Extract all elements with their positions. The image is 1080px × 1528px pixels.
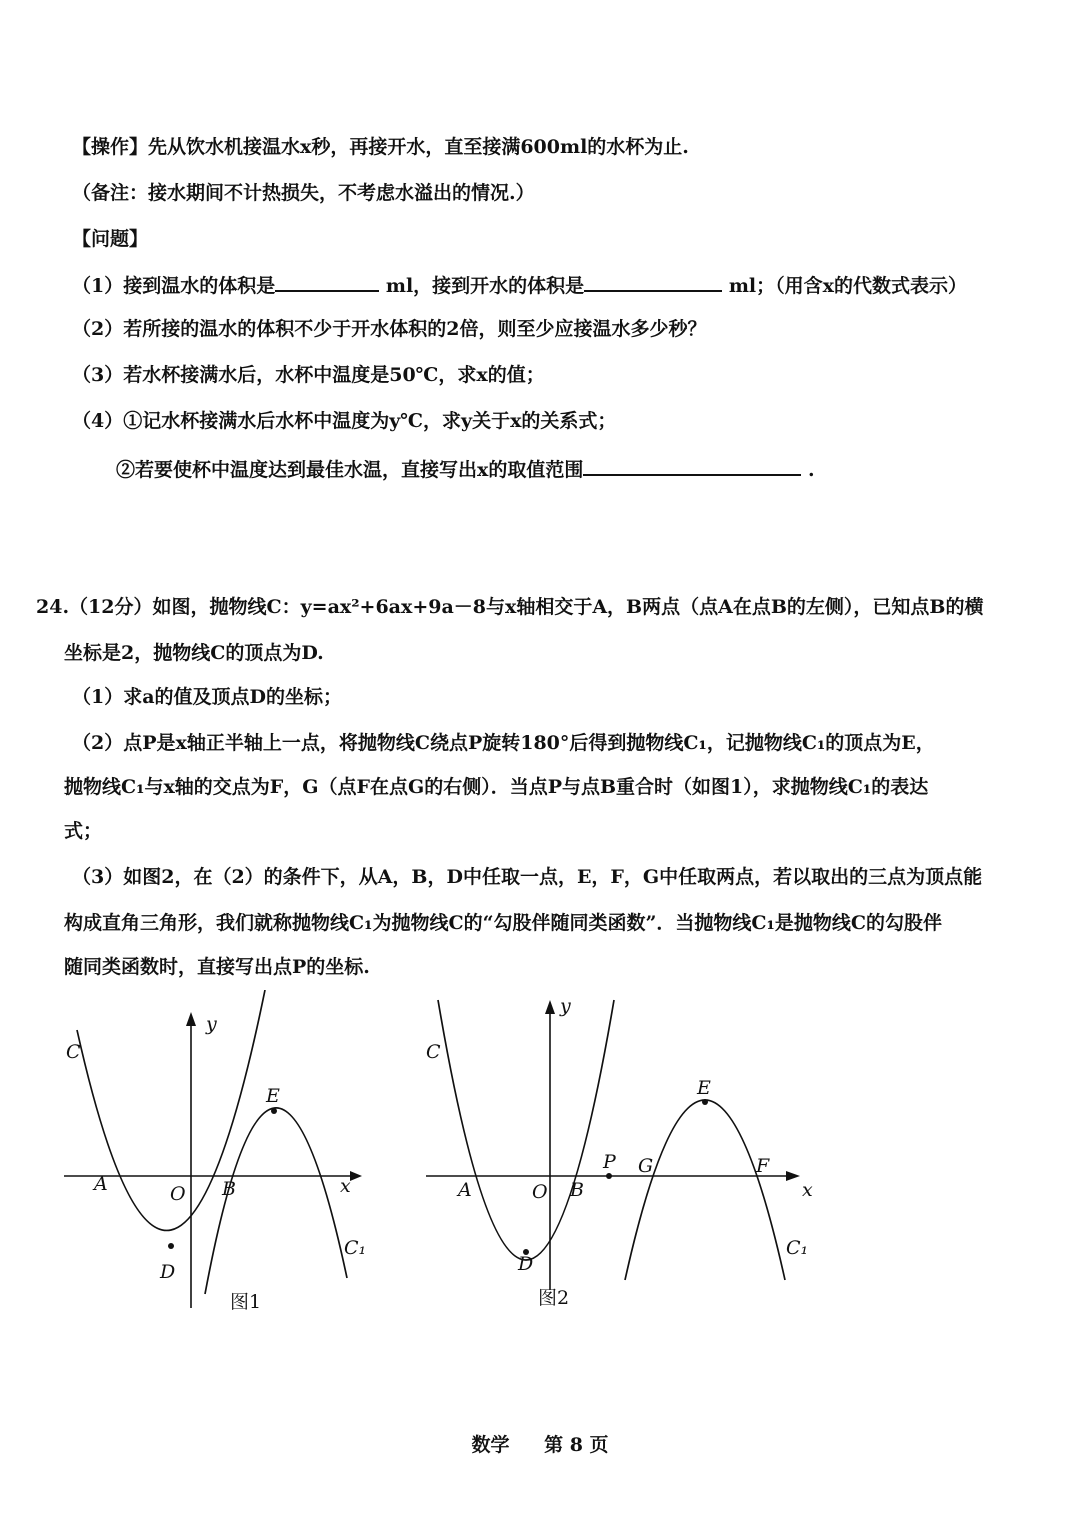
footer-page-number: 第 8 页 — [544, 1434, 609, 1456]
answer-blank-3 — [583, 454, 801, 476]
q23-note: （备注：接水期间不计热损失，不考虑水溢出的情况.） — [72, 182, 535, 204]
label-o: O — [170, 1183, 186, 1205]
page-footer — [0, 1430, 1080, 1457]
q23-sub4-part2-text: ②若要使杯中温度达到最佳水温，直接写出x的取值范围 — [116, 459, 584, 481]
q23-sub2: （2）若所接的温水的体积不少于开水体积的2倍，则至少应接温水多少秒？ — [72, 318, 707, 340]
q24-line-7: （3）如图2，在（2）的条件下，从A，B，D中任取一点，E，F，G中任取两点，若以取出的三点为顶点能 — [72, 866, 983, 888]
label-b: B — [222, 1178, 236, 1200]
q23-problem-heading: 【问题】 — [72, 228, 149, 250]
q24-line-4: （2）点P是x轴正半轴上一点，将抛物线C绕点P旋转180°后得到抛物线C₁，记抛物线C₁的顶点为E， — [72, 732, 935, 754]
q24-line-3: （1）求a的值及顶点D的坐标； — [72, 686, 343, 708]
q23-sub1-text-a: （1）接到温水的体积是 — [72, 275, 276, 297]
footer-subject: 数学 — [471, 1434, 510, 1456]
label-c1: C₁ — [786, 1237, 809, 1259]
q23-sub1-text-b: ml，接到开水的体积是 — [385, 275, 585, 297]
point-p — [606, 1173, 612, 1179]
label-b: B — [570, 1179, 584, 1201]
point-d — [168, 1243, 174, 1249]
parabola-c1 — [205, 1108, 347, 1294]
label-x: x — [340, 1175, 351, 1197]
q23-operation: 【操作】先从饮水机接温水x秒，再接开水，直至接满600ml的水杯为止. — [72, 136, 689, 158]
label-c: C — [66, 1041, 81, 1063]
label-y: y — [560, 995, 571, 1017]
q24-line-5: 抛物线C₁与x轴的交点为F，G（点F在点G的右侧）．当点P与点B重合时（如图1），求抛物线C₁的表达 — [64, 776, 929, 798]
answer-blank-1 — [275, 270, 379, 292]
q24-line-8: 构成直角三角形，我们就称抛物线C₁为抛物线C的“勾股伴随同类函数”．当抛物线C₁是抛物线C的勾股伴 — [64, 912, 942, 934]
label-c1: C₁ — [344, 1237, 367, 1259]
figure-2-caption: 图2 — [538, 1287, 570, 1309]
q23-sub4-part2-end: . — [807, 459, 815, 481]
figure-2 — [410, 990, 830, 1320]
label-a: A — [94, 1173, 108, 1195]
label-f: F — [756, 1155, 770, 1177]
label-x: x — [802, 1179, 813, 1201]
label-d: D — [518, 1253, 534, 1275]
q23-sub3: （3）若水杯接满水后，水杯中温度是50℃，求x的值； — [72, 364, 545, 386]
q23-sub1-text-c: ml；（用含x的代数式表示） — [728, 275, 967, 297]
q24-line-6: 式； — [64, 820, 103, 842]
q24-line-1: 24.（12分）如图，抛物线C：y=ax²+6ax+9a－8与x轴相交于A，B两点（点A在点B的左侧），已知点B的横 — [36, 596, 984, 618]
figure-2-graph — [410, 990, 830, 1320]
x-axis-arrow-icon — [350, 1171, 362, 1181]
point-e — [702, 1099, 708, 1105]
q23-sub4-part1: （4）①记水杯接满水后水杯中温度为y℃，求y关于x的关系式； — [72, 410, 617, 432]
answer-blank-2 — [584, 270, 722, 292]
figure-1-graph — [50, 990, 380, 1320]
label-a: A — [458, 1179, 472, 1201]
label-g: G — [638, 1155, 654, 1177]
y-axis-arrow-icon — [545, 1000, 555, 1014]
figure-1 — [50, 990, 380, 1320]
label-d: D — [160, 1261, 176, 1283]
parabola-c — [438, 1000, 614, 1260]
point-e — [271, 1108, 277, 1114]
label-o: O — [532, 1181, 548, 1203]
q24-line-9: 随同类函数时，直接写出点P的坐标. — [64, 956, 370, 978]
label-y: y — [206, 1013, 217, 1035]
parabola-c1 — [625, 1100, 785, 1280]
x-axis-arrow-icon — [786, 1171, 800, 1181]
q24-line-2: 坐标是2，抛物线C的顶点为D. — [64, 642, 324, 664]
q23-sub4-part2 — [116, 454, 815, 483]
label-e: E — [266, 1085, 280, 1107]
y-axis-arrow-icon — [186, 1012, 196, 1026]
figure-1-caption: 图1 — [230, 1291, 262, 1313]
q23-sub1 — [72, 270, 967, 299]
label-p: P — [603, 1151, 616, 1173]
label-c: C — [426, 1041, 441, 1063]
label-e: E — [697, 1077, 711, 1099]
